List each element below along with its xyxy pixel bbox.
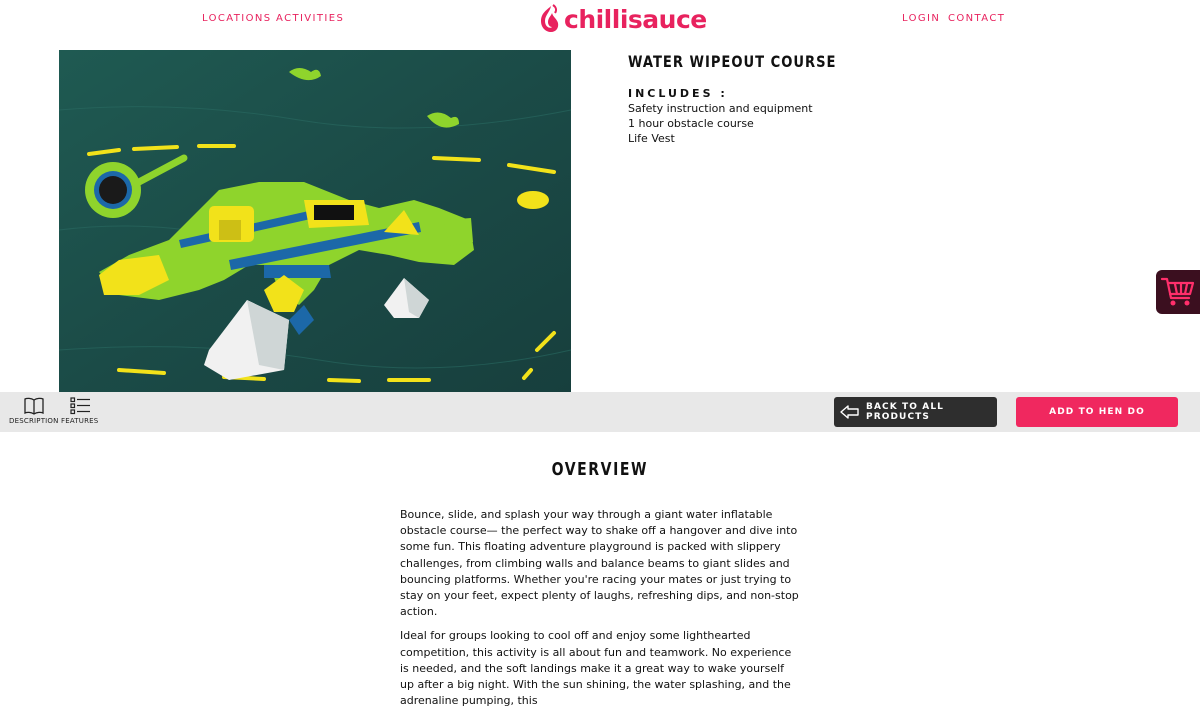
list-item: 1 hour obstacle course — [628, 117, 754, 130]
list-icon — [68, 396, 92, 416]
logo-text: chillisauce — [564, 4, 707, 34]
overview-title — [0, 459, 1200, 480]
product-toolbar — [0, 392, 1200, 432]
includes-heading: INCLUDES : — [628, 87, 728, 100]
description-tab[interactable] — [9, 396, 59, 425]
nav-activities[interactable]: ACTIVITIES — [276, 13, 345, 24]
arrow-left-icon — [840, 404, 860, 420]
product-hero-image — [59, 50, 571, 392]
site-header — [0, 0, 1200, 40]
site-logo[interactable] — [537, 2, 707, 36]
chilli-flame-icon — [537, 4, 561, 34]
back-label: BACK TO ALL PRODUCTS — [866, 402, 944, 422]
overview-body — [400, 507, 800, 717]
cart-side-tab[interactable] — [1156, 270, 1200, 314]
product-title: WATER WIPEOUT COURSE — [628, 52, 837, 71]
overview-title-text: OVERVIEW — [551, 459, 649, 480]
description-label: DESCRIPTION — [9, 417, 59, 425]
nav-locations[interactable]: LOCATIONS — [202, 13, 272, 24]
overview-paragraph: Ideal for groups looking to cool off and enjoy some lighthearted competition, this activity is all about fun and teamwork. No experience is needed, and the soft landings make it a great way to wake yourself up after a big night. With the sun shining, the water splashing, and the adrenaline pumping, this — [400, 629, 792, 708]
back-to-all-products-button[interactable] — [834, 397, 997, 427]
nav-contact[interactable]: CONTACT — [948, 13, 1006, 24]
list-item: Life Vest — [628, 132, 675, 145]
features-label: FEATURES — [61, 417, 99, 425]
open-book-icon — [23, 396, 45, 416]
add-to-hen-do-button[interactable]: ADD TO HEN DO — [1016, 397, 1178, 427]
list-item: Safety instruction and equipment — [628, 102, 813, 115]
overview-paragraph: Bounce, slide, and splash your way through a giant water inflatable obstacle course— the perfect way to shake off a hangover and dive into some fun. This floating adventure playground is packed with slippery challenges, from climbing walls and balance beams to giant slides and bouncing platforms. Whether you're racing your mates or just trying to stay on your feet, expect plenty of laughs, refreshing dips, and non-stop action. — [400, 508, 799, 619]
water-inflatable-course-photo — [59, 50, 571, 392]
features-tab[interactable] — [61, 396, 98, 425]
includes-list — [628, 101, 813, 146]
shopping-cart-icon — [1160, 276, 1196, 308]
nav-login[interactable]: LOGIN — [902, 13, 941, 24]
